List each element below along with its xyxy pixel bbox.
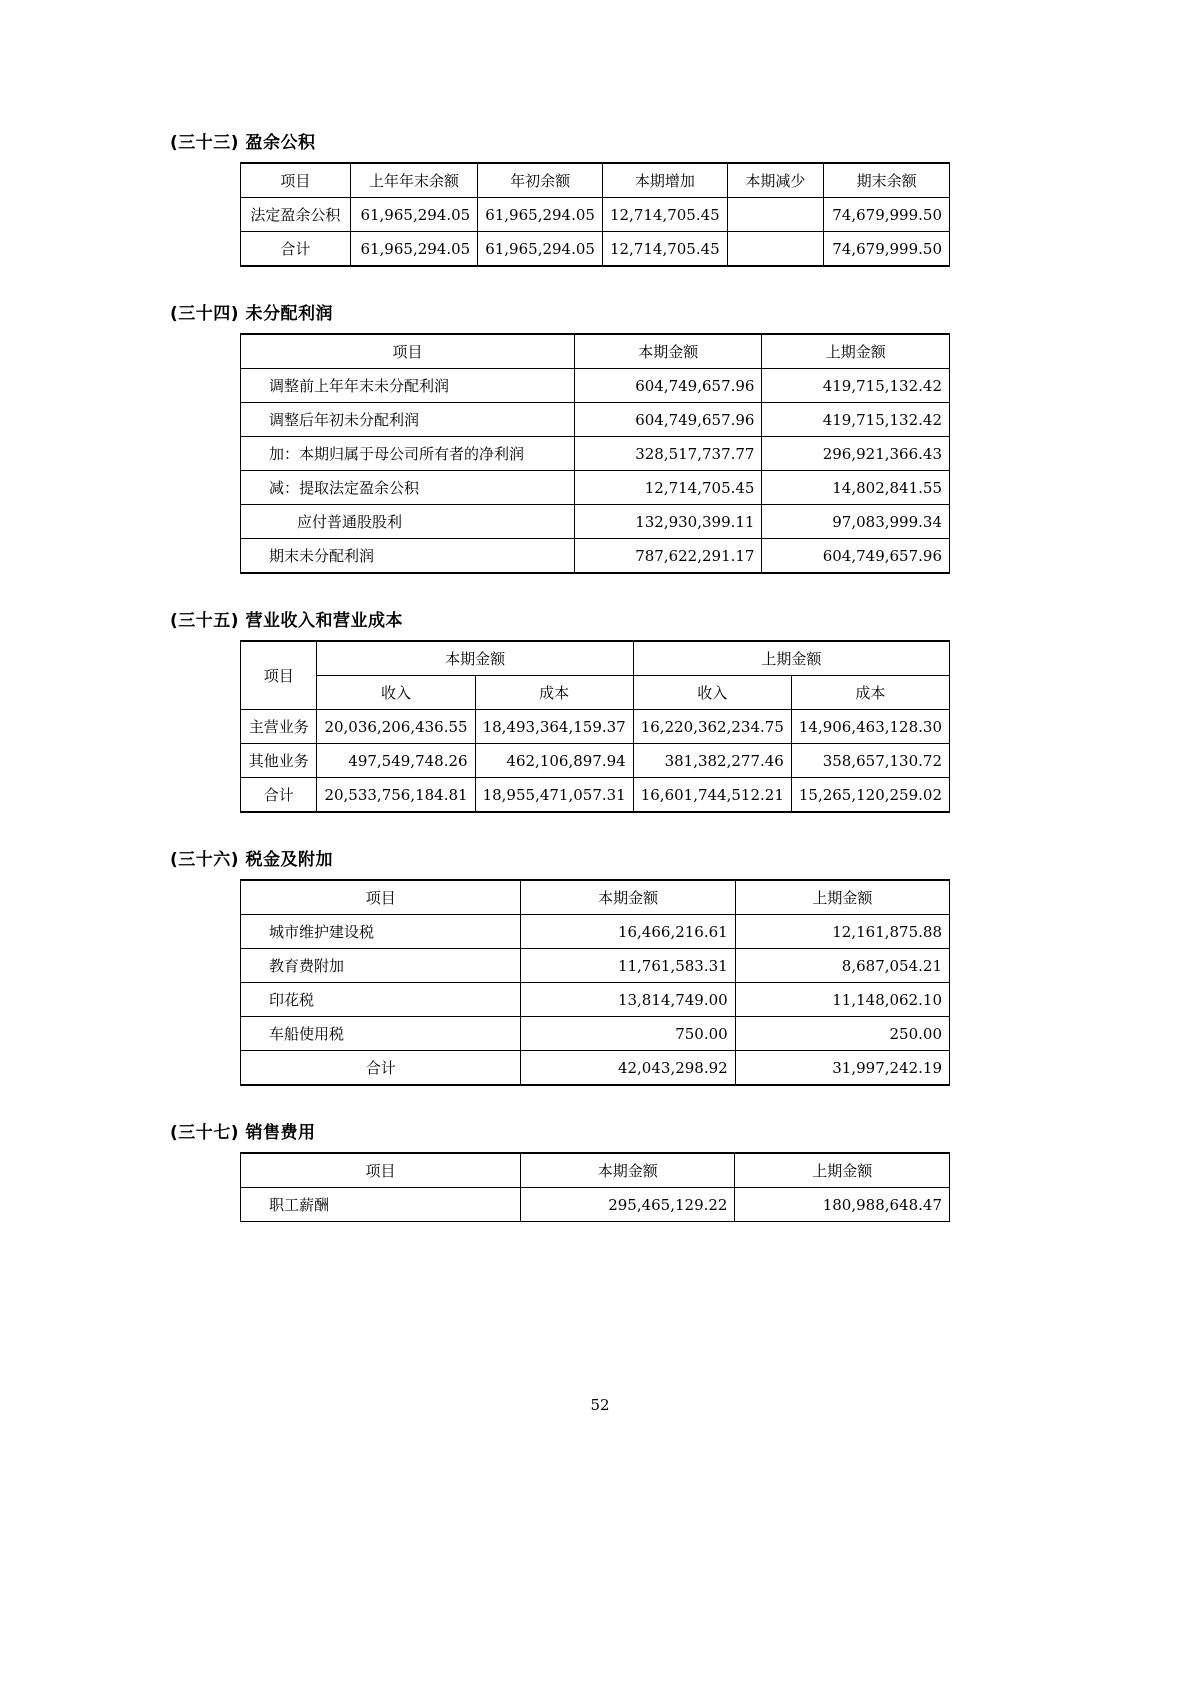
cell-value: 61,965,294.05 (350, 198, 477, 232)
cell-value: 18,955,471,057.31 (475, 778, 633, 813)
table-row (241, 198, 950, 232)
col-header-decrease: 本期减少 (727, 163, 823, 198)
col-header-prior-amount: 上期金额 (735, 880, 949, 915)
row-label: 法定盈余公积 (241, 198, 351, 232)
col-header-item: 项目 (241, 1153, 521, 1188)
table-header-row (241, 1153, 950, 1188)
row-label: 职工薪酬 (241, 1188, 521, 1222)
table-header-row-sub (241, 676, 950, 710)
table-row-total (241, 1051, 950, 1086)
row-label: 期末未分配利润 (241, 539, 575, 574)
table-row (241, 710, 950, 744)
cell-value: 462,106,897.94 (475, 744, 633, 778)
cell-value: 8,687,054.21 (735, 949, 949, 983)
page-content (170, 132, 950, 1222)
cell-value: 15,265,120,259.02 (791, 778, 949, 813)
col-header-prior-year-end: 上年年末余额 (350, 163, 477, 198)
cell-value: 16,220,362,234.75 (633, 710, 791, 744)
cell-value: 11,148,062.10 (735, 983, 949, 1017)
col-header-item: 项目 (241, 880, 521, 915)
col-header-item: 项目 (241, 334, 575, 369)
table-row (241, 505, 950, 539)
col-header-current-amount: 本期金额 (575, 334, 762, 369)
cell-value: 42,043,298.92 (521, 1051, 735, 1086)
row-label: 调整前上年年末未分配利润 (241, 369, 575, 403)
section-undistributed-profit (170, 303, 950, 574)
cell-value (727, 198, 823, 232)
cell-value: 250.00 (735, 1017, 949, 1051)
cell-value: 12,714,705.45 (575, 471, 762, 505)
cell-value: 604,749,657.96 (575, 369, 762, 403)
table-wrapper (240, 640, 950, 813)
cell-value (727, 232, 823, 267)
table-wrapper (240, 333, 950, 574)
section-title: (三十四) 未分配利润 (170, 304, 333, 325)
section-revenue-and-cost (170, 610, 950, 813)
col-header-year-begin: 年初余额 (478, 163, 603, 198)
cell-value: 132,930,399.11 (575, 505, 762, 539)
cell-value: 20,533,756,184.81 (317, 778, 475, 813)
section-surplus-reserve (170, 132, 950, 267)
spacer (170, 574, 950, 610)
row-label: 印花税 (241, 983, 521, 1017)
cell-value: 16,466,216.61 (521, 915, 735, 949)
row-label: 其他业务 (241, 744, 317, 778)
cell-value: 12,714,705.45 (602, 198, 727, 232)
revenue-cost-table (240, 640, 950, 813)
col-header-current-revenue: 收入 (317, 676, 475, 710)
col-header-current-amount: 本期金额 (521, 880, 735, 915)
table-row (241, 471, 950, 505)
cell-value: 296,921,366.43 (762, 437, 950, 471)
table-row (241, 949, 950, 983)
row-label: 主营业务 (241, 710, 317, 744)
cell-value: 31,997,242.19 (735, 1051, 949, 1086)
col-header-current-cost: 成本 (475, 676, 633, 710)
page-number: 52 (590, 1396, 610, 1414)
col-header-item: 项目 (241, 163, 351, 198)
table-wrapper (240, 162, 950, 267)
col-header-current-amount: 本期金额 (521, 1153, 735, 1188)
table-row (241, 369, 950, 403)
table-header-row (241, 880, 950, 915)
table-row (241, 744, 950, 778)
col-header-increase: 本期增加 (602, 163, 727, 198)
cell-value: 750.00 (521, 1017, 735, 1051)
table-row (241, 539, 950, 574)
col-header-prior-amount: 上期金额 (762, 334, 950, 369)
cell-value: 74,679,999.50 (824, 198, 950, 232)
cell-value: 61,965,294.05 (350, 232, 477, 267)
col-header-item: 项目 (241, 641, 317, 710)
spacer (170, 267, 950, 303)
spacer (170, 813, 950, 849)
table-header-row-group (241, 641, 950, 676)
cell-value: 74,679,999.50 (824, 232, 950, 267)
cell-value: 497,549,748.26 (317, 744, 475, 778)
row-label: 教育费附加 (241, 949, 521, 983)
col-header-current-amount: 本期金额 (317, 641, 633, 676)
cell-value: 419,715,132.42 (762, 369, 950, 403)
table-row-total (241, 232, 950, 267)
cell-value: 604,749,657.96 (762, 539, 950, 574)
col-header-prior-cost: 成本 (791, 676, 949, 710)
row-label: 合计 (241, 1051, 521, 1086)
cell-value: 358,657,130.72 (791, 744, 949, 778)
section-title: (三十五) 营业收入和营业成本 (170, 611, 403, 632)
table-header-row (241, 334, 950, 369)
row-label: 应付普通股股利 (241, 505, 575, 539)
cell-value: 787,622,291.17 (575, 539, 762, 574)
row-label: 合计 (241, 232, 351, 267)
section-taxes-and-surcharges (170, 849, 950, 1086)
cell-value: 328,517,737.77 (575, 437, 762, 471)
table-row-total (241, 778, 950, 813)
section-selling-expenses (170, 1122, 950, 1222)
col-header-prior-revenue: 收入 (633, 676, 791, 710)
cell-value: 295,465,129.22 (521, 1188, 735, 1222)
table-row (241, 1017, 950, 1051)
cell-value: 180,988,648.47 (735, 1188, 950, 1222)
section-title: (三十七) 销售费用 (170, 1123, 316, 1144)
cell-value: 61,965,294.05 (478, 198, 603, 232)
row-label: 减：提取法定盈余公积 (241, 471, 575, 505)
cell-value: 381,382,277.46 (633, 744, 791, 778)
table-row (241, 915, 950, 949)
table-row (241, 437, 950, 471)
cell-value: 14,906,463,128.30 (791, 710, 949, 744)
table-header-row (241, 163, 950, 198)
taxes-surcharges-table (240, 879, 950, 1086)
cell-value: 14,802,841.55 (762, 471, 950, 505)
table-row (241, 983, 950, 1017)
cell-value: 97,083,999.34 (762, 505, 950, 539)
cell-value: 18,493,364,159.37 (475, 710, 633, 744)
surplus-reserve-table (240, 162, 950, 267)
row-label: 调整后年初未分配利润 (241, 403, 575, 437)
col-header-prior-amount: 上期金额 (633, 641, 949, 676)
table-wrapper (240, 879, 950, 1086)
cell-value: 16,601,744,512.21 (633, 778, 791, 813)
selling-expenses-table (240, 1152, 950, 1222)
col-header-prior-amount: 上期金额 (735, 1153, 950, 1188)
row-label: 城市维护建设税 (241, 915, 521, 949)
table-row (241, 1188, 950, 1222)
cell-value: 13,814,749.00 (521, 983, 735, 1017)
cell-value: 419,715,132.42 (762, 403, 950, 437)
row-label: 车船使用税 (241, 1017, 521, 1051)
cell-value: 20,036,206,436.55 (317, 710, 475, 744)
spacer (170, 1086, 950, 1122)
cell-value: 61,965,294.05 (478, 232, 603, 267)
cell-value: 11,761,583.31 (521, 949, 735, 983)
cell-value: 604,749,657.96 (575, 403, 762, 437)
table-wrapper (240, 1152, 950, 1222)
row-label: 加：本期归属于母公司所有者的净利润 (241, 437, 575, 471)
undistributed-profit-table (240, 333, 950, 574)
col-header-period-end: 期末余额 (824, 163, 950, 198)
section-title: (三十三) 盈余公积 (170, 133, 316, 153)
table-row (241, 403, 950, 437)
section-title: (三十六) 税金及附加 (170, 850, 333, 871)
cell-value: 12,161,875.88 (735, 915, 949, 949)
cell-value: 12,714,705.45 (602, 232, 727, 267)
row-label: 合计 (241, 778, 317, 813)
